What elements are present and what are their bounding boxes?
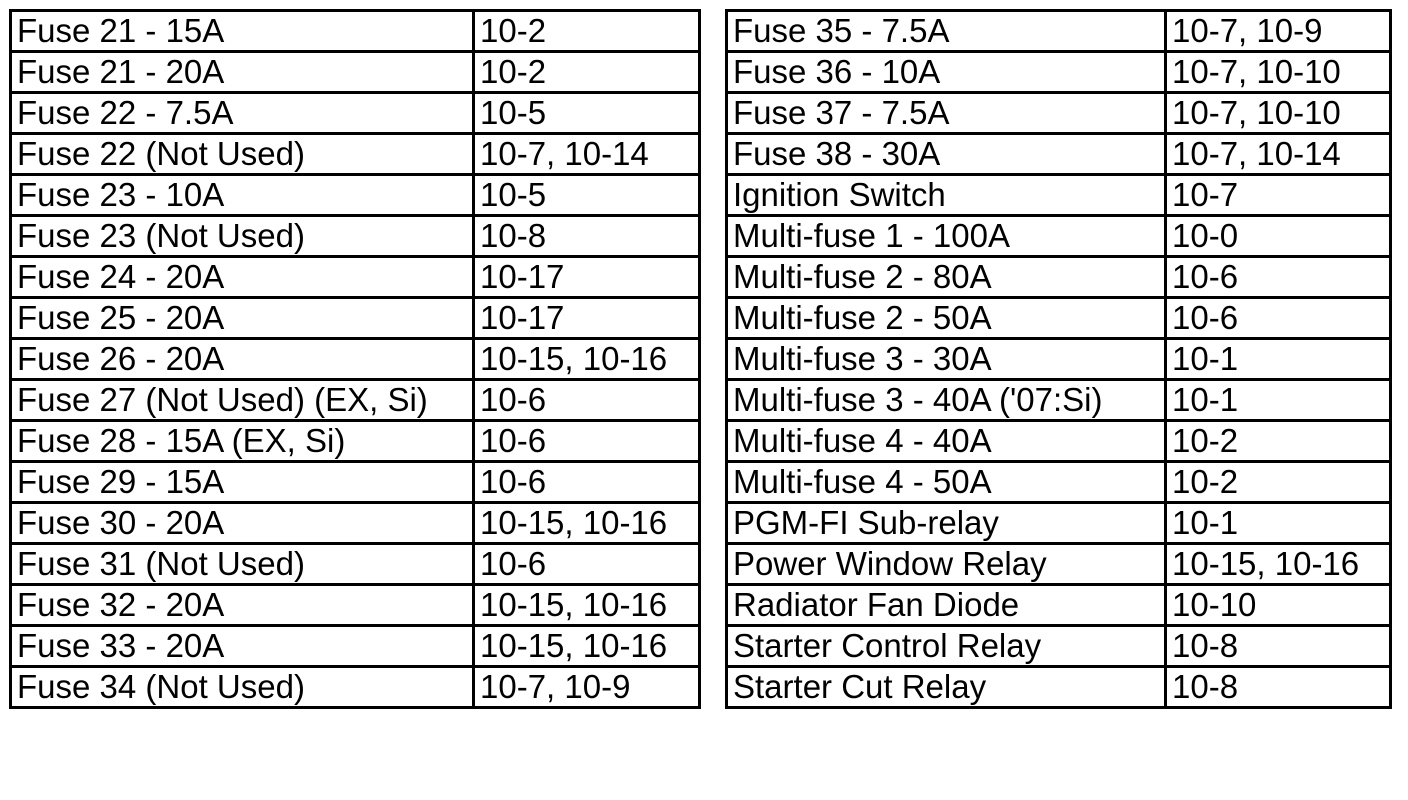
right-page-cell: 10-2	[1166, 421, 1391, 462]
left-page-cell: 10-2	[474, 52, 700, 93]
left-page-cell: 10-17	[474, 257, 700, 298]
right-page-cell: 10-1	[1166, 503, 1391, 544]
column-gap	[700, 626, 727, 667]
table-row	[11, 585, 1391, 626]
column-gap	[700, 667, 727, 708]
right-item-cell: Multi-fuse 2 - 80A	[727, 257, 1166, 298]
left-item-cell: Fuse 32 - 20A	[11, 585, 474, 626]
right-page-cell: 10-1	[1166, 380, 1391, 421]
left-page-cell: 10-5	[474, 175, 700, 216]
right-page-cell: 10-1	[1166, 339, 1391, 380]
table-row	[11, 134, 1391, 175]
left-item-cell: Fuse 23 - 10A	[11, 175, 474, 216]
table-row	[11, 380, 1391, 421]
right-page-cell: 10-8	[1166, 667, 1391, 708]
right-item-cell: Multi-fuse 4 - 40A	[727, 421, 1166, 462]
left-item-cell: Fuse 23 (Not Used)	[11, 216, 474, 257]
table-row	[11, 52, 1391, 93]
table-row	[11, 503, 1391, 544]
right-page-cell: 10-6	[1166, 257, 1391, 298]
right-item-cell: Fuse 37 - 7.5A	[727, 93, 1166, 134]
right-page-cell: 10-7, 10-10	[1166, 52, 1391, 93]
left-item-cell: Fuse 28 - 15A (EX, Si)	[11, 421, 474, 462]
table-row	[11, 257, 1391, 298]
component-index-table	[9, 9, 1392, 709]
column-gap	[700, 380, 727, 421]
right-page-cell: 10-6	[1166, 298, 1391, 339]
left-item-cell: Fuse 26 - 20A	[11, 339, 474, 380]
left-item-cell: Fuse 30 - 20A	[11, 503, 474, 544]
right-item-cell: Fuse 35 - 7.5A	[727, 11, 1166, 52]
right-item-cell: Fuse 36 - 10A	[727, 52, 1166, 93]
left-item-cell: Fuse 21 - 15A	[11, 11, 474, 52]
left-item-cell: Fuse 22 (Not Used)	[11, 134, 474, 175]
left-page-cell: 10-15, 10-16	[474, 339, 700, 380]
right-item-cell: Multi-fuse 3 - 30A	[727, 339, 1166, 380]
table-row	[11, 175, 1391, 216]
column-gap	[700, 175, 727, 216]
column-gap	[700, 52, 727, 93]
table-row	[11, 667, 1391, 708]
right-item-cell: Multi-fuse 2 - 50A	[727, 298, 1166, 339]
right-page-cell: 10-7, 10-10	[1166, 93, 1391, 134]
right-item-cell: Starter Control Relay	[727, 626, 1166, 667]
left-page-cell: 10-6	[474, 462, 700, 503]
left-page-cell: 10-8	[474, 216, 700, 257]
column-gap	[700, 216, 727, 257]
right-item-cell: Multi-fuse 1 - 100A	[727, 216, 1166, 257]
right-item-cell: Multi-fuse 3 - 40A ('07:Si)	[727, 380, 1166, 421]
column-gap	[700, 298, 727, 339]
right-page-cell: 10-7	[1166, 175, 1391, 216]
left-item-cell: Fuse 31 (Not Used)	[11, 544, 474, 585]
right-item-cell: Multi-fuse 4 - 50A	[727, 462, 1166, 503]
table-row	[11, 626, 1391, 667]
right-page-cell: 10-0	[1166, 216, 1391, 257]
column-gap	[700, 462, 727, 503]
table-row	[11, 216, 1391, 257]
right-page-cell: 10-15, 10-16	[1166, 544, 1391, 585]
right-page-cell: 10-8	[1166, 626, 1391, 667]
table-row	[11, 298, 1391, 339]
column-gap	[700, 134, 727, 175]
right-page-cell: 10-7, 10-9	[1166, 11, 1391, 52]
right-item-cell: PGM-FI Sub-relay	[727, 503, 1166, 544]
table-row	[11, 544, 1391, 585]
left-page-cell: 10-6	[474, 380, 700, 421]
right-item-cell: Starter Cut Relay	[727, 667, 1166, 708]
table-row	[11, 339, 1391, 380]
left-item-cell: Fuse 29 - 15A	[11, 462, 474, 503]
left-page-cell: 10-5	[474, 93, 700, 134]
column-gap	[700, 421, 727, 462]
left-page-cell: 10-7, 10-9	[474, 667, 700, 708]
column-gap	[700, 11, 727, 52]
left-page-cell: 10-6	[474, 544, 700, 585]
left-item-cell: Fuse 25 - 20A	[11, 298, 474, 339]
right-page-cell: 10-7, 10-14	[1166, 134, 1391, 175]
left-item-cell: Fuse 34 (Not Used)	[11, 667, 474, 708]
column-gap	[700, 585, 727, 626]
left-item-cell: Fuse 21 - 20A	[11, 52, 474, 93]
left-page-cell: 10-15, 10-16	[474, 585, 700, 626]
right-item-cell: Fuse 38 - 30A	[727, 134, 1166, 175]
column-gap	[700, 339, 727, 380]
column-gap	[700, 503, 727, 544]
left-page-cell: 10-15, 10-16	[474, 626, 700, 667]
column-gap	[700, 544, 727, 585]
table-row	[11, 93, 1391, 134]
right-item-cell: Power Window Relay	[727, 544, 1166, 585]
column-gap	[700, 257, 727, 298]
left-page-cell: 10-2	[474, 11, 700, 52]
table-row	[11, 462, 1391, 503]
index-table-body	[11, 11, 1391, 708]
column-gap	[700, 93, 727, 134]
right-item-cell: Ignition Switch	[727, 175, 1166, 216]
left-page-cell: 10-17	[474, 298, 700, 339]
right-item-cell: Radiator Fan Diode	[727, 585, 1166, 626]
left-item-cell: Fuse 27 (Not Used) (EX, Si)	[11, 380, 474, 421]
right-page-cell: 10-10	[1166, 585, 1391, 626]
table-row	[11, 11, 1391, 52]
left-item-cell: Fuse 33 - 20A	[11, 626, 474, 667]
left-page-cell: 10-6	[474, 421, 700, 462]
left-item-cell: Fuse 22 - 7.5A	[11, 93, 474, 134]
table-row	[11, 421, 1391, 462]
left-page-cell: 10-7, 10-14	[474, 134, 700, 175]
right-page-cell: 10-2	[1166, 462, 1391, 503]
left-item-cell: Fuse 24 - 20A	[11, 257, 474, 298]
left-page-cell: 10-15, 10-16	[474, 503, 700, 544]
